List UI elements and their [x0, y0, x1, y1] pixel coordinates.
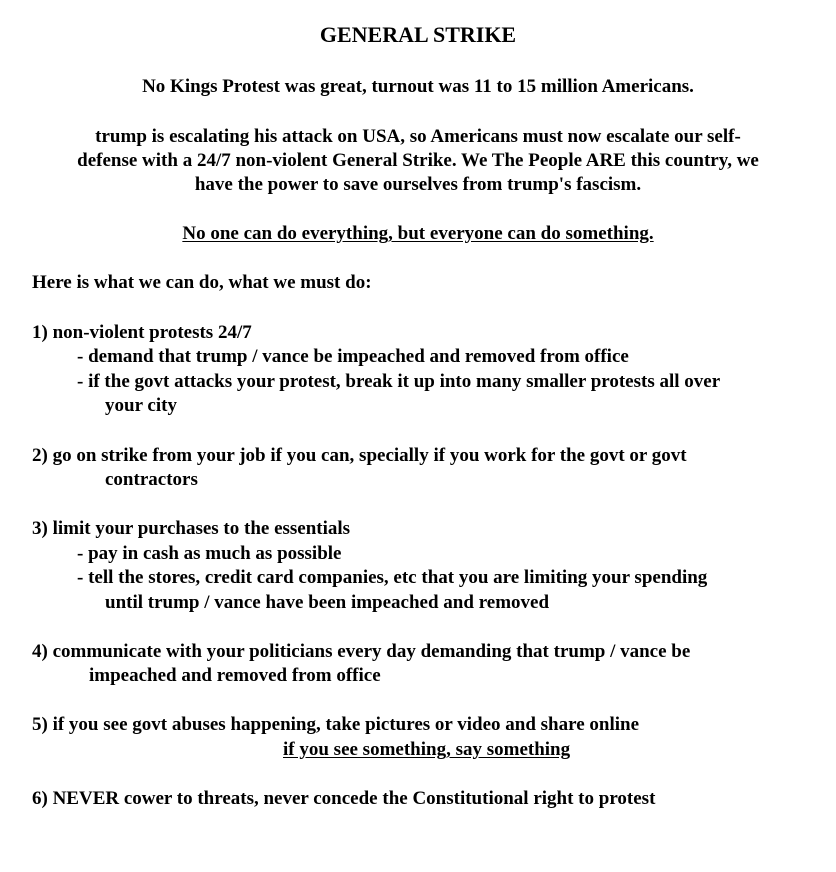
item-1-heading: 1) non-violent protests 24/7: [32, 322, 252, 343]
lead-line: Here is what we can do, what we must do:: [32, 272, 372, 293]
item-4-heading: 4) communicate with your politicians every day demanding that trump / vance be: [32, 641, 691, 662]
paragraph-line-1: trump is escalating his attack on USA, so Americans must now escalate our self-: [95, 126, 741, 147]
intro-line: No Kings Protest was great, turnout was 11 to 15 million Americans.: [142, 76, 694, 97]
paragraph-line-2: defense with a 24/7 non-violent General Strike. We The People ARE this country, we: [77, 150, 759, 171]
item-3-heading: 3) limit your purchases to the essentials: [32, 518, 351, 539]
item-2-cont: contractors: [105, 469, 198, 490]
motto-text: No one can do everything, but everyone can do something.: [182, 223, 654, 244]
item-3-sub-1: - pay in cash as much as possible: [77, 543, 342, 564]
paragraph-line-3: have the power to save ourselves from trump's fascism.: [194, 174, 642, 195]
item-1-sub-2-cont: your city: [105, 395, 177, 416]
motto: [0, 222, 836, 246]
item-5-slogan-text: if you see something, say something: [283, 739, 571, 760]
document-title: GENERAL STRIKE: [319, 22, 517, 47]
item-5-slogan: [283, 738, 570, 762]
item-6-heading: 6) NEVER cower to threats, never concede the Constitutional right to protest: [32, 788, 656, 809]
item-3-sub-2-cont: until trump / vance have been impeached and removed: [105, 592, 550, 613]
item-3-sub-2: - tell the stores, credit card companies, etc that you are limiting your spending: [77, 567, 708, 588]
item-4-cont: impeached and removed from office: [89, 665, 381, 686]
item-5-heading: 5) if you see govt abuses happening, take pictures or video and share online: [32, 714, 640, 735]
item-2-heading: 2) go on strike from your job if you can, specially if you work for the govt or govt: [32, 445, 687, 466]
item-1-sub-1: - demand that trump / vance be impeached and removed from office: [77, 346, 629, 367]
item-1-sub-2: - if the govt attacks your protest, break it up into many smaller protests all over: [77, 371, 721, 392]
